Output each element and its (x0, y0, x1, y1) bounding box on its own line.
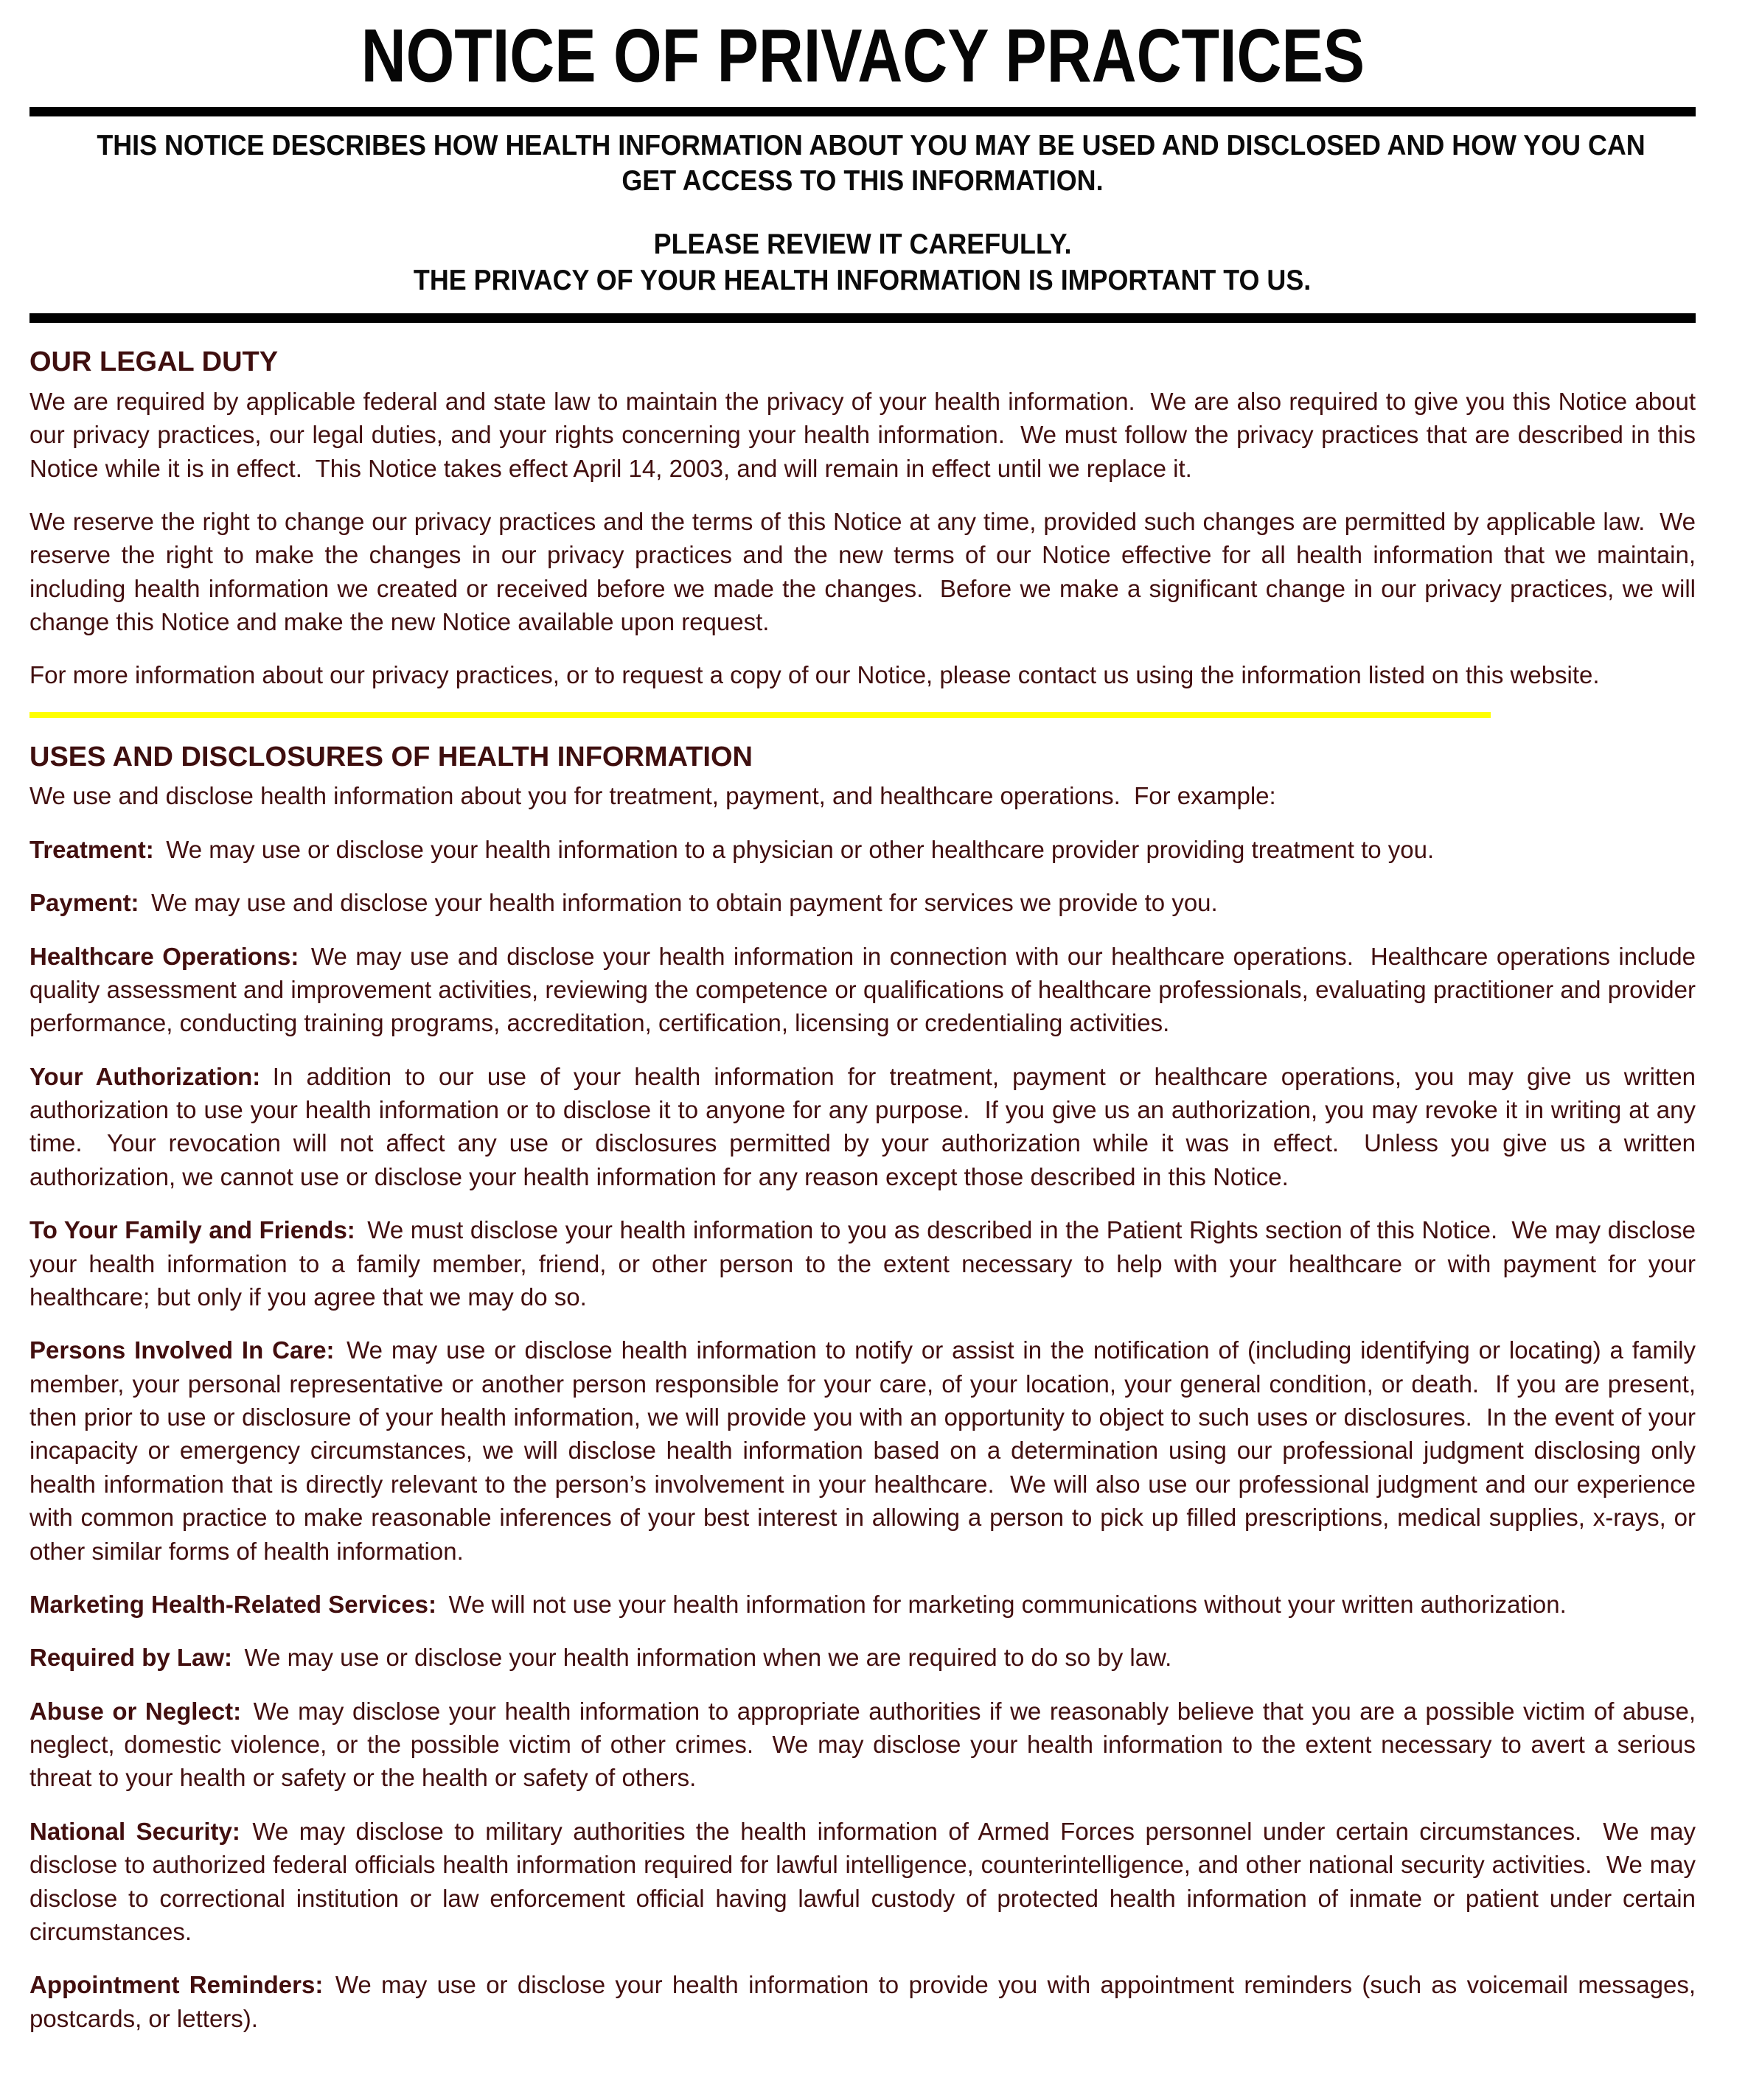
notice-banner (29, 116, 1696, 313)
legal-duty-paragraph: For more information about our privacy practices, or to request a copy of our Notice, please contact us using the information listed on this website. (29, 661, 1600, 689)
item-label: National Security: (29, 1817, 240, 1845)
labeled-paragraph (29, 1333, 1696, 1568)
section-our-legal-duty (29, 346, 1696, 692)
banner-description-line-2: GET ACCESS TO THIS INFORMATION. (621, 164, 1104, 197)
yellow-divider-line (29, 712, 1491, 718)
labeled-paragraph (29, 1695, 1696, 1795)
labeled-paragraph (29, 1641, 1696, 1674)
labeled-paragraph (29, 833, 1696, 866)
labeled-paragraph (29, 886, 1696, 919)
banner-review-line-2: THE PRIVACY OF YOUR HEALTH INFORMATION IS IMPORTANT TO US. (414, 264, 1312, 296)
uses-intro-paragraph: We use and disclose health information about you for treatment, payment, and healthcare operations. For example: (29, 782, 1276, 810)
item-text: We may use or disclose your health information to a physician or other healthcare provider providing treatment to you. (166, 835, 1435, 863)
item-text: We may use or disclose your health information when we are required to do so by law. (244, 1644, 1172, 1672)
item-text: We may use or disclose health information to notify or assist in the notification of (including identifying or locating) a family member, your personal representative or another person responsible for your care, of your location, your general condition, or death. If you are present, then prior to use or disclosure of your health information, we will provide you with an opportunity to object to such uses or disclosures. In the event of your incapacity or emergency circumstances, we will disclose health information based on a determination using our professional judgment disclosing only health information that is directly relevant to the person’s involvement in your healthcare. We will also use our professional judgment and our experience with common practice to make reasonable inferences of your best interest in allowing a person to pick up filled prescriptions, medical supplies, x-rays, or other similar forms of health information. (29, 1336, 1696, 1565)
labeled-paragraph (29, 1588, 1696, 1621)
item-text: In addition to our use of your health information for treatment, payment or healthcare operations, you may give us written authorization to use your health information or to disclose it to anyone for any purpose. If you give us an authorization, you may revoke it in writing at any time. Your revocation will not affect any use or disclosures permitted by your authorization while it was in effect. Unless you give us a written authorization, we cannot use or disclose your health information for any reason except those described in this Notice. (29, 1062, 1696, 1190)
item-label: Required by Law: (29, 1644, 233, 1672)
document-title: NOTICE OF PRIVACY PRACTICES (361, 13, 1365, 98)
section-uses-and-disclosures (29, 742, 1696, 2035)
item-label: Abuse or Neglect: (29, 1697, 242, 1725)
section-heading-our-legal-duty: OUR LEGAL DUTY (29, 346, 279, 378)
labeled-paragraph (29, 1815, 1696, 1949)
item-label: Appointment Reminders: (29, 1971, 324, 1999)
legal-duty-paragraph: We reserve the right to change our privacy practices and the terms of this Notice at any time, provided such changes are permitted by applicable law. We reserve the right to make the changes in our privacy practices and the new terms of our Notice effective for all health information that we maintain, including health information we created or received before we made the changes. Before we make a significant change in our privacy practices, we will change this Notice and make the new Notice available upon request. (29, 507, 1696, 635)
item-label: Persons Involved In Care: (29, 1336, 335, 1364)
banner-review-line-1: PLEASE REVIEW IT CAREFULLY. (653, 229, 1072, 261)
labeled-paragraph (29, 1213, 1696, 1314)
bottom-divider-bar (29, 313, 1696, 323)
item-text: We may use or disclose your health information to provide you with appointment reminders (such as voicemail messages, postcards, or letters). (29, 1971, 1696, 2032)
item-label: Payment: (29, 889, 139, 917)
item-text: We must disclose your health information to you as described in the Patient Rights section of this Notice. We may disclose your health information to a family member, friend, or other person to the extent necessary to help with your healthcare or with payment for your healthcare; but only if you agree that we may do so. (29, 1216, 1696, 1311)
uses-items (29, 833, 1696, 2035)
item-label: Marketing Health-Related Services: (29, 1590, 437, 1618)
banner-spacer (29, 199, 1696, 227)
item-label: Treatment: (29, 835, 154, 863)
item-text: We may use and disclose your health information to obtain payment for services we provide to you. (151, 889, 1218, 917)
legal-duty-paragraph: We are required by applicable federal and state law to maintain the privacy of your health information. We are also required to give you this Notice about our privacy practices, our legal duties, and your rights concerning your health information. We must follow the privacy practices that are described in this Notice while it is in effect. This Notice takes effect April 14, 2003, and will remain in effect until we replace it. (29, 387, 1696, 482)
item-text: We may disclose to military authorities the health information of Armed Forces personnel under certain circumstances. We may disclose to authorized federal officials health information required for lawful intelligence, counterintelligence, and other national security activities. We may disclose to correctional institution or law enforcement official having lawful custody of protected health information of inmate or patient under certain circumstances. (29, 1817, 1696, 1945)
banner-description-line-1: THIS NOTICE DESCRIBES HOW HEALTH INFORMATION ABOUT YOU MAY BE USED AND DISCLOSED AND HOW YOU CAN (97, 129, 1646, 161)
item-text: We may use and disclose your health information in connection with our healthcare operations. Healthcare operations include quality assessment and improvement activities, reviewing the competence or qualifications of healthcare professionals, evaluating practitioner and provider performance, conducting training programs, accreditation, certification, licensing or credentialing activities. (29, 942, 1696, 1037)
item-text: We will not use your health information for marketing communications without your written authorization. (448, 1590, 1567, 1618)
labeled-paragraph (29, 940, 1696, 1040)
item-label: Healthcare Operations: (29, 942, 299, 970)
item-text: We may disclose your health information to appropriate authorities if we reasonably believe that you are a possible victim of abuse, neglect, domestic violence, or the possible victim of other crimes. We may disclose your health information to the extent necessary to avert a serious threat to your health or safety or the health or safety of others. (29, 1697, 1696, 1792)
section-heading-uses-and-disclosures: USES AND DISCLOSURES OF HEALTH INFORMATION (29, 741, 753, 772)
labeled-paragraph (29, 1060, 1696, 1194)
labeled-paragraph (29, 1968, 1696, 2035)
top-divider-bar (29, 107, 1696, 116)
item-label: Your Authorization: (29, 1062, 261, 1090)
item-label: To Your Family and Friends: (29, 1216, 355, 1244)
